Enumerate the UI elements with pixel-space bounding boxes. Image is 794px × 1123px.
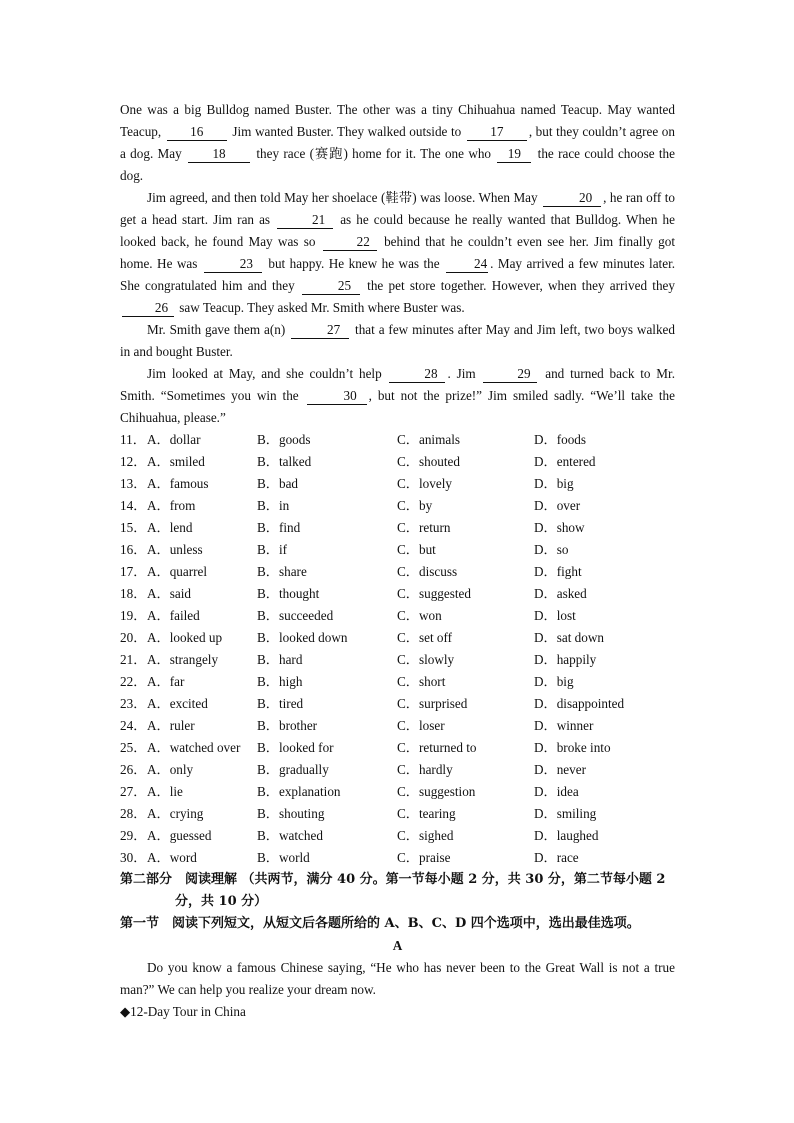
passage-paragraph-4 [120,363,675,429]
option-b[interactable]: B．shouting [257,806,325,821]
option-row [120,451,675,473]
option-c[interactable]: C．tearing [397,806,456,821]
passage-text: they race (赛跑) home for it. The one who [256,146,492,161]
part-1-instructions: 第一节 阅读下列短文，从短文后各题所给的 A、B、C、D 四个选项中，选出最佳选项。 [120,916,640,931]
option-a[interactable]: A．crying [147,806,204,821]
tour-bullet: ◆12-Day Tour in China [120,1004,246,1019]
option-c[interactable]: C．won [397,608,442,623]
question-number: 30． [120,850,147,865]
passage-text: the race could choose the dog. [120,146,675,183]
question-number: 29． [120,828,147,843]
option-d[interactable]: D．asked [534,586,587,601]
blank-27[interactable]: 27 [291,322,349,339]
passage-text: behind that he couldn’t even see her. Jim finally got home. He was [120,234,675,271]
option-c[interactable]: C．but [397,542,436,557]
option-d[interactable]: D．race [534,850,579,865]
option-row [120,847,675,869]
option-b[interactable]: B．watched [257,828,323,843]
option-row [120,781,675,803]
option-b[interactable]: B．tired [257,696,304,711]
passage-text: Mr. Smith gave them a(n) [147,322,286,337]
option-b[interactable]: B．hard [257,652,303,667]
option-a[interactable]: A．watched over [147,740,241,755]
option-b[interactable]: B．thought [257,586,320,601]
option-b[interactable]: B．goods [257,432,311,447]
question-number: 27． [120,784,147,799]
passage-text: but happy. He knew he was the [268,256,440,271]
option-c[interactable]: C．set off [397,630,453,645]
option-d[interactable]: D．never [534,762,586,777]
passage-text: , but not the prize!” Jim smiled sadly. “We’ll take the Chihuahua, please.” [120,388,675,425]
passage-letter: A [392,938,403,953]
section-2-heading [120,869,675,913]
option-a[interactable]: A．famous [147,476,209,491]
option-a[interactable]: A．guessed [147,828,212,843]
option-d[interactable]: D．laughed [534,828,599,843]
blank-17[interactable]: 17 [467,124,527,141]
question-number: 22． [120,674,147,689]
option-b[interactable]: B．brother [257,718,318,733]
option-row [120,671,675,693]
option-c[interactable]: C．surprised [397,696,468,711]
option-b[interactable]: B．succeeded [257,608,334,623]
option-row [120,737,675,759]
option-b[interactable]: B．explanation [257,784,341,799]
option-d[interactable]: D．entered [534,454,596,469]
section-2-title: 第二部分 阅读理解 （共两节，满分 40 分。第一节每小题 2 分，共 30 分，第二节每小题 2 [120,872,666,887]
passage-text: . Jim [447,366,476,381]
passage-paragraph-2 [120,187,675,319]
question-number: 20． [120,630,147,645]
question-number: 14． [120,498,147,513]
option-a[interactable]: A．only [147,762,194,777]
option-b[interactable]: B．bad [257,476,299,491]
question-number: 12． [120,454,147,469]
option-a[interactable]: A．unless [147,542,203,557]
question-number: 23． [120,696,147,711]
blank-28[interactable]: 28 [389,366,445,383]
blank-19[interactable]: 19 [497,146,531,163]
option-d[interactable]: D．broke into [534,740,611,755]
option-c[interactable]: C．slowly [397,652,455,667]
option-row [120,649,675,671]
passage-text: , but they couldn’t agree on a dog. May [120,124,675,161]
option-row [120,495,675,517]
option-row [120,429,675,451]
option-d[interactable]: D．happily [534,652,597,667]
option-b[interactable]: B．looked down [257,630,348,645]
option-c[interactable]: C．loser [397,718,445,733]
option-c[interactable]: C．lovely [397,476,452,491]
option-row [120,825,675,847]
option-c[interactable]: C．hardly [397,762,453,777]
exam-page [120,99,675,1023]
option-d[interactable]: D．foods [534,432,587,447]
option-a[interactable]: A．lie [147,784,183,799]
question-number: 18． [120,586,147,601]
reading-intro: Do you know a famous Chinese saying, “He who has never been to the Great Wall is not a true man?” We can help you realize your dream now. [120,960,675,997]
option-a[interactable]: A．failed [147,608,200,623]
passage-text: and turned back to Mr. Smith. “Sometimes you win the [120,366,675,403]
passage-text: saw Teacup. They asked Mr. Smith where Buster was. [179,300,465,315]
options-list [120,429,675,869]
option-d[interactable]: D．idea [534,784,579,799]
option-c[interactable]: C．praise [397,850,451,865]
blank-22[interactable]: 22 [323,234,377,251]
option-c[interactable]: C．sighed [397,828,454,843]
question-number: 11． [120,432,146,447]
question-number: 26． [120,762,147,777]
option-c[interactable]: C．short [397,674,446,689]
question-number: 24． [120,718,147,733]
option-c[interactable]: C．return [397,520,451,535]
blank-21[interactable]: 21 [277,212,333,229]
option-d[interactable]: D．fight [534,564,582,579]
option-c[interactable]: C．by [397,498,433,513]
option-c[interactable]: C．discuss [397,564,458,579]
option-a[interactable]: A．from [147,498,196,513]
option-a[interactable]: A．lend [147,520,193,535]
blank-30[interactable]: 30 [307,388,367,405]
passage-paragraph-3 [120,319,675,363]
option-row [120,561,675,583]
option-a[interactable]: A．said [147,586,191,601]
option-a[interactable]: A．dollar [147,432,201,447]
blank-16[interactable]: 16 [167,124,227,141]
option-d[interactable]: D．disappointed [534,696,625,711]
option-a[interactable]: A．excited [147,696,208,711]
passage-text: that a few minutes after May and Jim left, two boys walked in and bought Buster. [120,322,675,359]
question-number: 21． [120,652,147,667]
passage-paragraph-1 [120,99,675,187]
option-d[interactable]: D．big [534,674,574,689]
option-a[interactable]: A．smiled [147,454,205,469]
option-d[interactable]: D．winner [534,718,594,733]
option-c[interactable]: C．animals [397,432,461,447]
option-a[interactable]: A．strangely [147,652,219,667]
question-number: 13． [120,476,147,491]
option-row [120,583,675,605]
option-row [120,473,675,495]
option-d[interactable]: D．so [534,542,569,557]
option-row [120,605,675,627]
blank-26[interactable]: 26 [122,300,174,317]
question-number: 25． [120,740,147,755]
question-number: 19． [120,608,147,623]
passage-text: Jim wanted Buster. They walked outside to [232,124,462,139]
question-number: 17． [120,564,147,579]
blank-18[interactable]: 18 [188,146,250,163]
option-d[interactable]: D．sat down [534,630,604,645]
section-2-title-cont: 分，共 10 分） [175,894,268,909]
option-d[interactable]: D．lost [534,608,576,623]
option-b[interactable]: B．talked [257,454,312,469]
blank-20[interactable]: 20 [543,190,601,207]
option-a[interactable]: A．looked up [147,630,223,645]
passage-text: , he ran off to get a head start. Jim ran as [120,190,676,227]
option-row [120,759,675,781]
passage-text: the pet store together. However, when they arrived they [367,278,676,293]
option-b[interactable]: B．gradually [257,762,329,777]
option-row [120,693,675,715]
passage-text: . May arrived a few minutes later. She congratulated him and they [120,256,676,293]
option-b[interactable]: B．world [257,850,310,865]
option-c[interactable]: C．shouted [397,454,461,469]
passage-text: Jim agreed, and then told May her shoelace (鞋带) was loose. When May [147,190,538,205]
option-a[interactable]: A．ruler [147,718,195,733]
option-b[interactable]: B．high [257,674,303,689]
blank-29[interactable]: 29 [483,366,537,383]
option-b[interactable]: B．share [257,564,307,579]
option-row [120,539,675,561]
option-c[interactable]: C．suggestion [397,784,476,799]
option-d[interactable]: D．smiling [534,806,597,821]
option-row [120,627,675,649]
option-a[interactable]: A．word [147,850,197,865]
passage-text: One was a big Bulldog named Buster. The other was a tiny Chihuahua named Teacup. May wanted Teacup, [120,102,675,139]
question-number: 16． [120,542,147,557]
option-row [120,517,675,539]
option-d[interactable]: D．show [534,520,585,535]
blank-25[interactable]: 25 [302,278,360,295]
question-number: 28． [120,806,147,821]
option-d[interactable]: D．big [534,476,574,491]
option-c[interactable]: C．returned to [397,740,477,755]
option-b[interactable]: B．in [257,498,290,513]
passage-text: as he could because he really wanted that Bulldog. When he looked back, he found May was so [120,212,676,249]
option-row [120,715,675,737]
question-number: 15． [120,520,147,535]
blank-23[interactable]: 23 [204,256,262,273]
option-b[interactable]: B．find [257,520,301,535]
option-b[interactable]: B．if [257,542,288,557]
option-row [120,803,675,825]
option-b[interactable]: B．looked for [257,740,334,755]
option-d[interactable]: D．over [534,498,581,513]
blank-24[interactable]: 24 [446,256,488,273]
option-a[interactable]: A．quarrel [147,564,208,579]
option-a[interactable]: A．far [147,674,185,689]
option-c[interactable]: C．suggested [397,586,471,601]
passage-text: Jim looked at May, and she couldn’t help [147,366,382,381]
